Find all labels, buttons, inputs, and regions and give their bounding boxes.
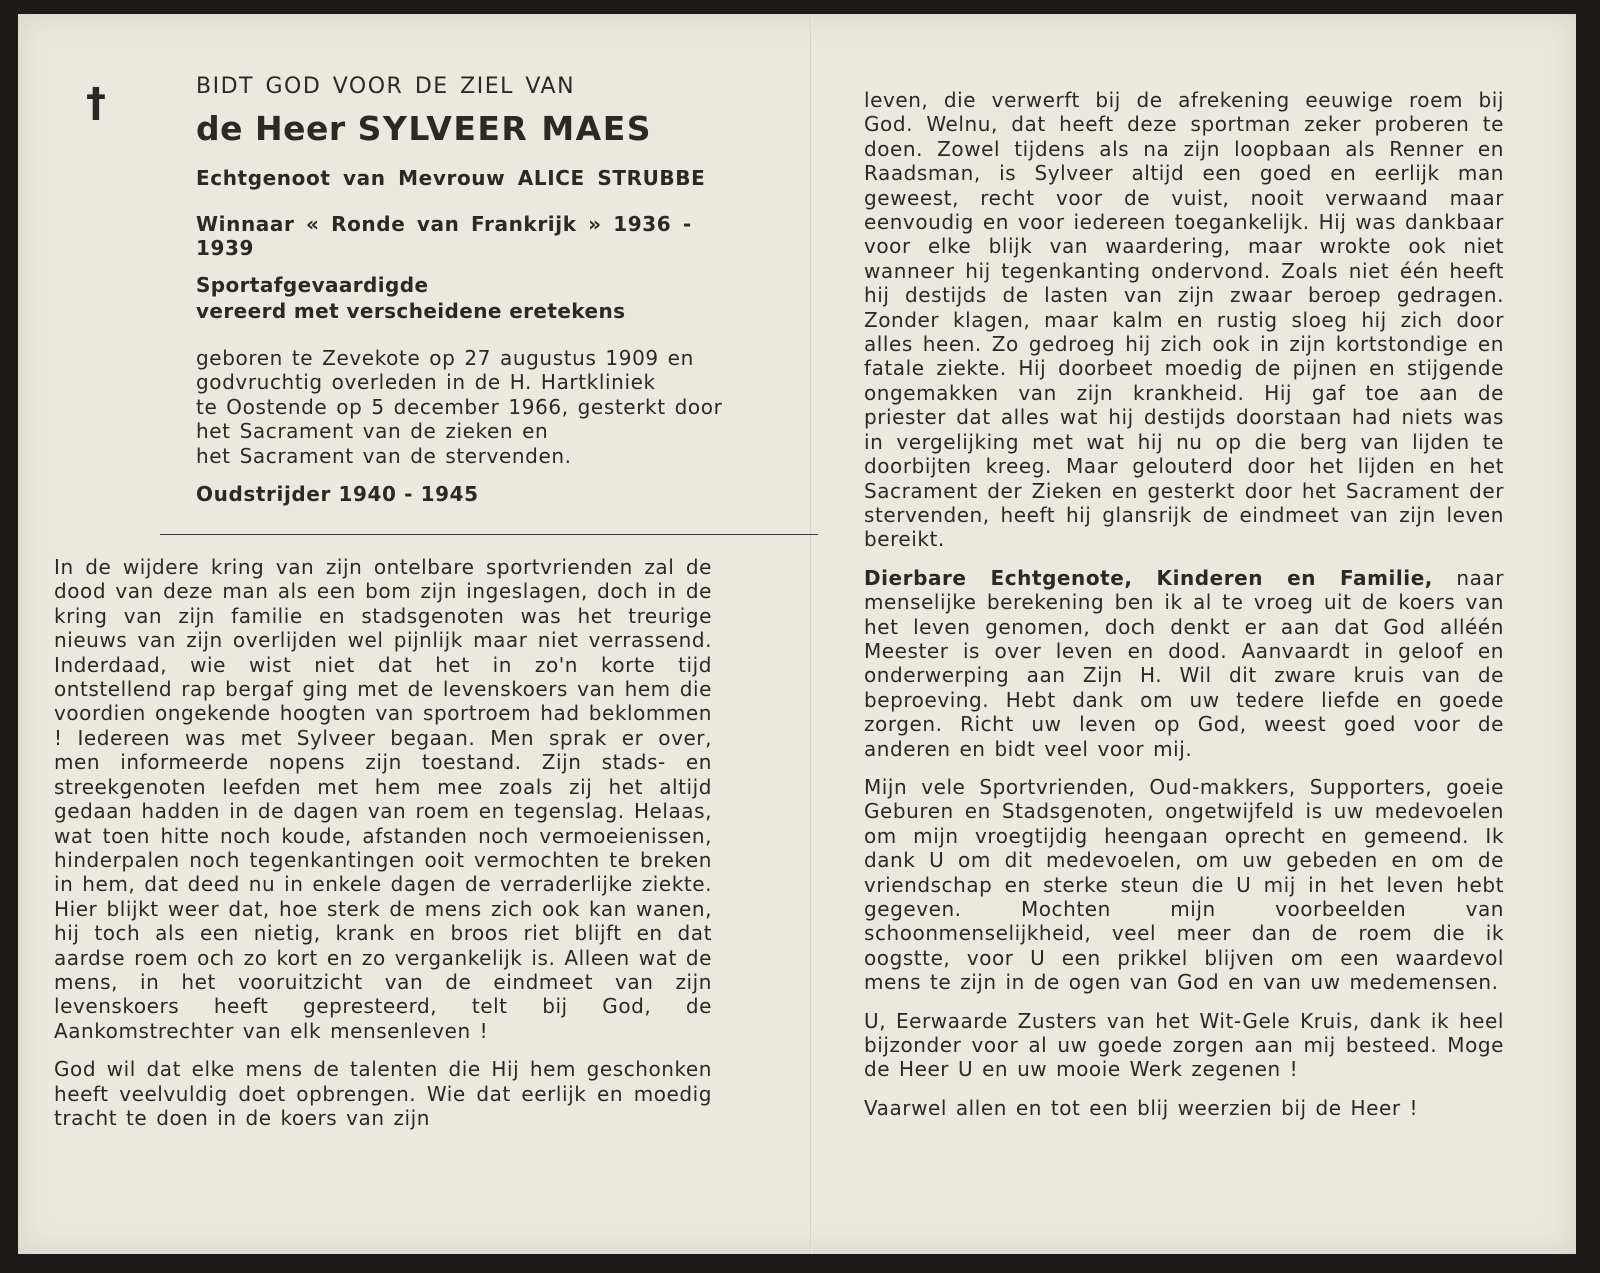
paragraph: God wil dat elke mens de talenten die Hij hem geschonken heeft veelvuldig doet opbrengen. Wie dat eerlijk en moedig tracht te doen in de koers van zijn — [54, 1057, 712, 1130]
divider — [160, 534, 818, 535]
family-paragraph — [864, 566, 1504, 761]
left-body — [54, 555, 712, 1130]
family-text: naar menselijke berekening ben ik al te vroeg uit de koers van het leven genomen, doch denkt er aan dat God alléén Meester is over leven en dood. Aanvaardt in geloof en onderwerping aan Zijn H. Wil dit zware kruis van de beproeving. Hebt dank om uw tedere liefde en goede zorgen. Richt uw leven op God, weest goed voor de anderen en bidt veel voor mij. — [864, 565, 1504, 761]
spouse-line — [196, 166, 748, 190]
name-prefix: de Heer — [196, 109, 346, 148]
birth-line: te Oostende op 5 december 1966, gesterkt door — [196, 394, 723, 419]
birth-line: het Sacrament van de stervenden. — [196, 443, 572, 468]
birth-death-block — [196, 346, 748, 468]
paragraph: Mijn vele Sportvrienden, Oud-makkers, Supporters, goeie Geburen en Stadsgenoten, ongetwijfeld is uw medevoelen om mijn vroegtijdig heengaan oprecht en gemeend. Ik dank U om dit medevoelen, om uw gebeden en om de vriendschap en sterke steun die U mij in het leven hebt gegeven. Mochten mijn voorbeelden van schoonmenselijkheid, veel meer dan de roem die ik oogstte, voor U een prikkel blijven om een waardevol mens te zijn in de ogen van God en van uw medemensen. — [864, 774, 1504, 995]
veteran-line: Oudstrijder 1940 - 1945 — [196, 482, 479, 507]
spouse-prefix: Echtgenoot van Mevrouw — [196, 166, 506, 190]
memorial-card — [18, 14, 1576, 1254]
paragraph: In de wijdere kring van zijn ontelbare sportvrienden zal de dood van deze man als een bom zijn ingeslagen, doch in de kring van zijn familie en stadsgenoten was het treurige nieuws van zijn overlijden wel pijnlijk maar niet verrassend. Inderdaad, wie wist niet dat het in zo'n korte tijd ontstellend rap bergaf ging met de levenskoers van hem die voordien ongekende hoogten van sportroem had beklommen ! Iedereen was met Sylveer begaan. Men sprak er over, men informeerde nopens zijn toestand. Zijn stads- en streekgenoten leefden met hem mee zoals zij het altijd gedaan hadden in de dagen van roem en tegenslag. Helaas, wat toen hitte noch koude, afstanden noch vermoeienissen, hinderpalen noch tegenkantingen ooit vermochten te breken in hem, dat deed nu in enkele dagen de verraderlijke ziekte. Hier blijkt weer dat, hoe sterk de mens zich ook kan wanen, hij toch als een nietig, krank en broos riet blijft en dat aardse roem och zo kort en zo vergankelijk is. Alleen wat de mens, in het vooruitzicht van de eindmeet van zijn levenskoers heeft gepresteerd, telt bij God, de Aankomstrechter van elk mensenleven ! — [54, 555, 712, 1043]
left-page — [54, 74, 748, 1130]
prayer-line: BIDT GOD VOOR DE ZIEL VAN — [196, 74, 576, 99]
winner-line: Winnaar « Ronde van Frankrijk » 1936 - 1939 — [196, 212, 692, 260]
farewell-line: Vaarwel allen en tot een blij weerzien bij de Heer ! — [864, 1095, 1419, 1120]
birth-line: geboren te Zevekote op 27 augustus 1909 en — [196, 346, 694, 370]
spouse-name: ALICE STRUBBE — [517, 166, 706, 190]
cross-icon: † — [86, 80, 106, 126]
birth-line: het Sacrament van de zieken en — [196, 419, 549, 444]
right-page — [864, 88, 1504, 1120]
paragraph: U, Eerwaarde Zusters van het Wit-Gele Kruis, dank ik heel bijzonder voor al uw goede zorgen aan mij besteed. Moge de Heer U en uw mooie Werk zegenen ! — [864, 1008, 1504, 1082]
paragraph: leven, die verwerft bij de afrekening eeuwige roem bij God. Welnu, dat heeft deze sportman zeker proberen te doen. Zowel tijdens als na zijn loopbaan als Renner en Raadsman, is Sylveer altijd een goed en eerlijk man geweest, recht voor de vuist, nooit verwaand maar eenvoudig en voor iedereen toegankelijk. Hij was dankbaar voor elke blijk van waardering, maar wrokte ook niet wanneer hij tegenkanting ondervond. Zoals niet één heeft hij destijds de lasten van zijn zwaar beroep gedragen. Zonder klagen, maar kalm en rustig sloeg hij zich door alles heen. Zo gedroeg hij zich ook in zijn kortstondige en fatale ziekte. Hij doorbeet moedig de pijnen en stijgende ongemakken van zijn krankheid. Hij gaf toe aan de priester dat alles wat hij destijds doorstaan had niets was in vergelijking met wat hij nu op die berg van lijden te doorbijten kreeg. Maar gelouterd door het lijden en het Sacrament der Zieken en gesterkt door het Sacrament der stervenden, heeft hij glansrijk de eindmeet van zijn leven bereikt. — [864, 88, 1504, 552]
delegate-lines — [196, 272, 748, 324]
delegate-line-1: Sportafgevaardigde — [196, 273, 429, 297]
birth-line: godvruchtig overleden in de H. Hartkliniek — [196, 370, 656, 395]
delegate-line-2: vereerd met verscheidene eretekens — [196, 299, 626, 323]
family-lead: Dierbare Echtgenote, Kinderen en Familie, — [864, 565, 1433, 590]
deceased-name-line — [196, 109, 748, 148]
deceased-name: SYLVEER MAES — [357, 109, 653, 148]
card-fold — [810, 14, 812, 1254]
header-block — [196, 74, 748, 535]
